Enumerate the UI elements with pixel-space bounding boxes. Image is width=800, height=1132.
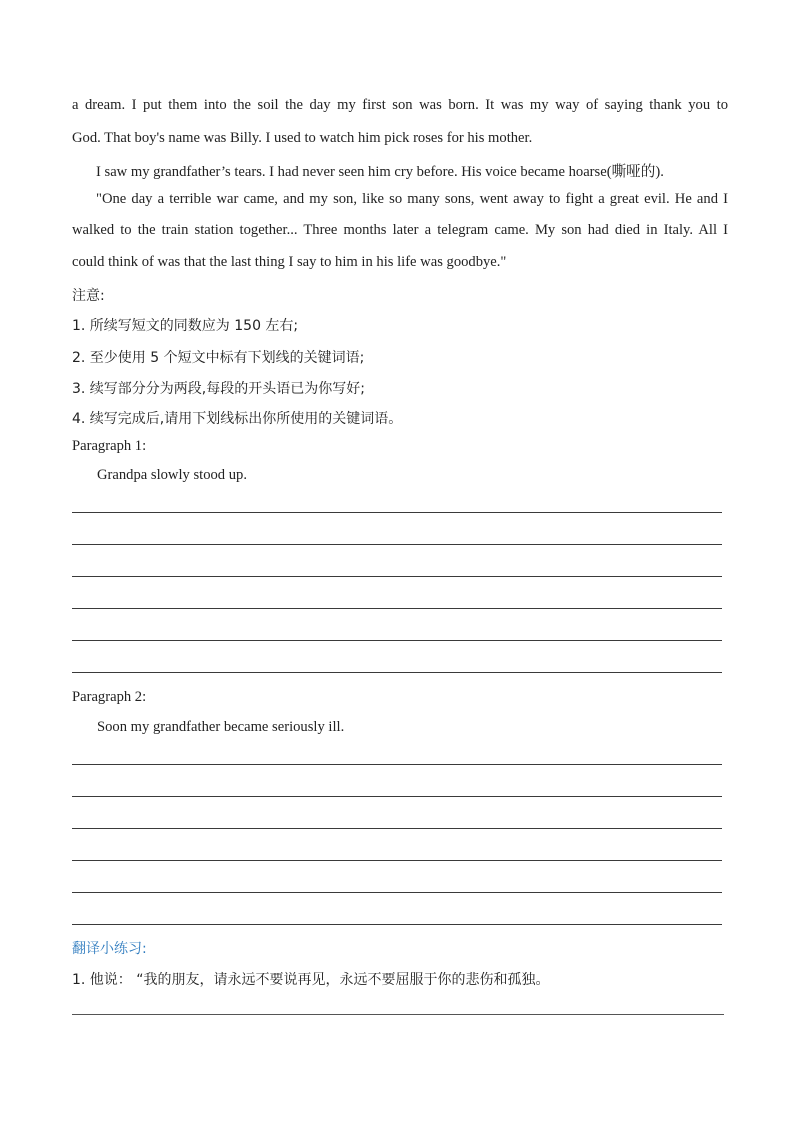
notes-title: 注意:	[72, 288, 105, 304]
translation-title: 翻译小练习:	[72, 941, 147, 957]
note-item-2: 2. 至少使用 5 个短文中标有下划线的关键词语;	[72, 350, 365, 366]
writing-line	[72, 512, 722, 513]
writing-line	[72, 828, 722, 829]
writing-line	[72, 924, 722, 925]
passage-line-3: I saw my grandfather’s tears. I had never seen him cry before. His voice became hoarse(嘶哑的).	[96, 164, 664, 180]
writing-line	[72, 672, 722, 673]
writing-line	[72, 576, 722, 577]
translation-item-1: 1. 他说： “我的朋友，请永远不要说再见，永远不要屈服于你的悲伤和孤独。	[72, 972, 550, 988]
paragraph-2-opening: Soon my grandfather became seriously ill.	[97, 719, 345, 735]
paragraph-1-opening: Grandpa slowly stood up.	[97, 467, 247, 483]
writing-line	[72, 640, 722, 641]
writing-line	[72, 860, 722, 861]
writing-line	[72, 892, 722, 893]
passage-line-6: could think of was that the last thing I say to him in his life was goodbye."	[72, 254, 507, 270]
passage-line-2: God. That boy's name was Billy. I used to watch him pick roses for his mother.	[72, 130, 533, 146]
note-item-4: 4. 续写完成后,请用下划线标出你所使用的关键词语。	[72, 411, 403, 427]
note-item-3: 3. 续写部分分为两段,每段的开头语已为你写好;	[72, 381, 365, 397]
answer-line	[72, 1014, 724, 1015]
writing-line	[72, 764, 722, 765]
passage-line-1: a dream. I put them into the soil the day my first son was born. It was my way of saying thank you to	[72, 97, 728, 113]
note-item-1: 1. 所续写短文的同数应为 150 左右;	[72, 318, 299, 334]
paragraph-2-label: Paragraph 2:	[72, 689, 147, 705]
writing-line	[72, 608, 722, 609]
passage-line-4: "One day a terrible war came, and my son, like so many sons, went away to fight a great evil. He and I	[96, 191, 728, 207]
writing-line	[72, 544, 722, 545]
writing-line	[72, 796, 722, 797]
passage-line-5: walked to the train station together... Three months later a telegram came. My son had died in Italy. All I	[72, 222, 728, 238]
paragraph-1-label: Paragraph 1:	[72, 438, 147, 454]
